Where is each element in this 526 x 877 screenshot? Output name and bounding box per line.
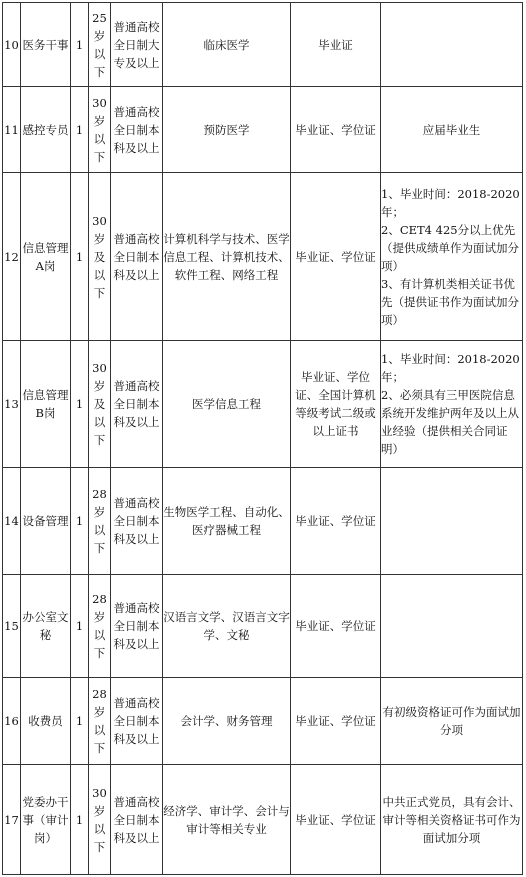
other-requirements [381,678,523,765]
other-requirements [381,3,523,87]
education-requirement: 普通高校全日制本科及以上 [111,678,163,765]
table-row [3,341,523,468]
position-name: 设备管理 [21,468,71,575]
row-number: 14 [3,468,21,575]
education-requirement: 普通高校全日制本科及以上 [111,765,163,875]
headcount: 1 [71,3,89,87]
other-requirements [381,341,523,468]
row-number: 17 [3,765,21,875]
age-requirement: 28岁以下 [89,575,111,678]
position-name: 党委办干事（审计岗） [21,765,71,875]
age-requirement: 25岁以下 [89,3,111,87]
major-requirement: 计算机科学与技术、医学信息工程、计算机技术、软件工程、网络工程 [163,173,291,341]
major-requirement: 预防医学 [163,87,291,173]
table-row [3,765,523,875]
headcount: 1 [71,765,89,875]
certificate-requirement: 毕业证、学位证、全国计算机等级考试二级或以上证书 [291,341,381,468]
row-number: 11 [3,87,21,173]
row-number: 12 [3,173,21,341]
other-requirement-line: 有初级资格证可作为面试加分项 [382,705,521,737]
education-requirement: 普通高校全日制本科及以上 [111,341,163,468]
major-requirement: 临床医学 [163,3,291,87]
row-number: 10 [3,3,21,87]
table-row [3,678,523,765]
age-requirement: 30岁以下 [89,87,111,173]
other-requirements [381,173,523,341]
major-requirement: 生物医学工程、自动化、医疗器械工程 [163,468,291,575]
row-number: 16 [3,678,21,765]
age-requirement: 30岁以下 [89,765,111,875]
headcount: 1 [71,341,89,468]
education-requirement: 普通高校全日制大专及以上 [111,3,163,87]
age-requirement: 30岁及以下 [89,173,111,341]
table-row [3,3,523,87]
other-requirement-line: 应届毕业生 [422,122,481,137]
recruitment-table [2,2,523,875]
table-row [3,468,523,575]
other-requirements [381,468,523,575]
headcount: 1 [71,678,89,765]
position-name: 收费员 [21,678,71,765]
certificate-requirement: 毕业证、学位证 [291,173,381,341]
other-requirement-line: 1、毕业时间：2018-2020年； [381,186,520,219]
education-requirement: 普通高校全日制本科及以上 [111,173,163,341]
education-requirement: 普通高校全日制本科及以上 [111,575,163,678]
other-requirement-line: 2、必须具有三甲医院信息系统开发维护两年及以上从业经验（提供相关合同证明） [381,388,519,456]
headcount: 1 [71,575,89,678]
position-name: 信息管理B岗 [21,341,71,468]
position-name: 办公室文秘 [21,575,71,678]
position-name: 感控专员 [21,87,71,173]
headcount: 1 [71,173,89,341]
table-row [3,173,523,341]
position-name: 医务干事 [21,3,71,87]
other-requirements [381,575,523,678]
other-requirement-line: 中共正式党员，具有会计、审计等相关资格证书可作为面试加分项 [382,794,521,845]
education-requirement: 普通高校全日制本科及以上 [111,87,163,173]
certificate-requirement: 毕业证、学位证 [291,575,381,678]
other-requirement-line: 3、有计算机类相关证书优先（提供证书作为面试加分项） [381,276,519,327]
certificate-requirement: 毕业证、学位证 [291,678,381,765]
age-requirement: 28岁以下 [89,678,111,765]
major-requirement: 经济学、审计学、会计与审计等相关专业 [163,765,291,875]
major-requirement: 医学信息工程 [163,341,291,468]
certificate-requirement: 毕业证、学位证 [291,468,381,575]
headcount: 1 [71,468,89,575]
major-requirement: 汉语言文学、汉语言文字学、文秘 [163,575,291,678]
other-requirements [381,765,523,875]
certificate-requirement: 毕业证、学位证 [291,765,381,875]
education-requirement: 普通高校全日制本科及以上 [111,468,163,575]
other-requirements [381,87,523,173]
row-number: 13 [3,341,21,468]
position-name: 信息管理A岗 [21,173,71,341]
row-number: 15 [3,575,21,678]
major-requirement: 会计学、财务管理 [163,678,291,765]
other-requirement-line: 1、毕业时间：2018-2020年； [381,352,520,384]
table-row [3,87,523,173]
table-row [3,575,523,678]
certificate-requirement: 毕业证 [291,3,381,87]
other-requirement-line: 2、CET4 425分以上优先（提供成绩单作为面试加分项） [381,222,519,273]
certificate-requirement: 毕业证、学位证 [291,87,381,173]
age-requirement: 28岁以下 [89,468,111,575]
headcount: 1 [71,87,89,173]
age-requirement: 30岁及以下 [89,341,111,468]
